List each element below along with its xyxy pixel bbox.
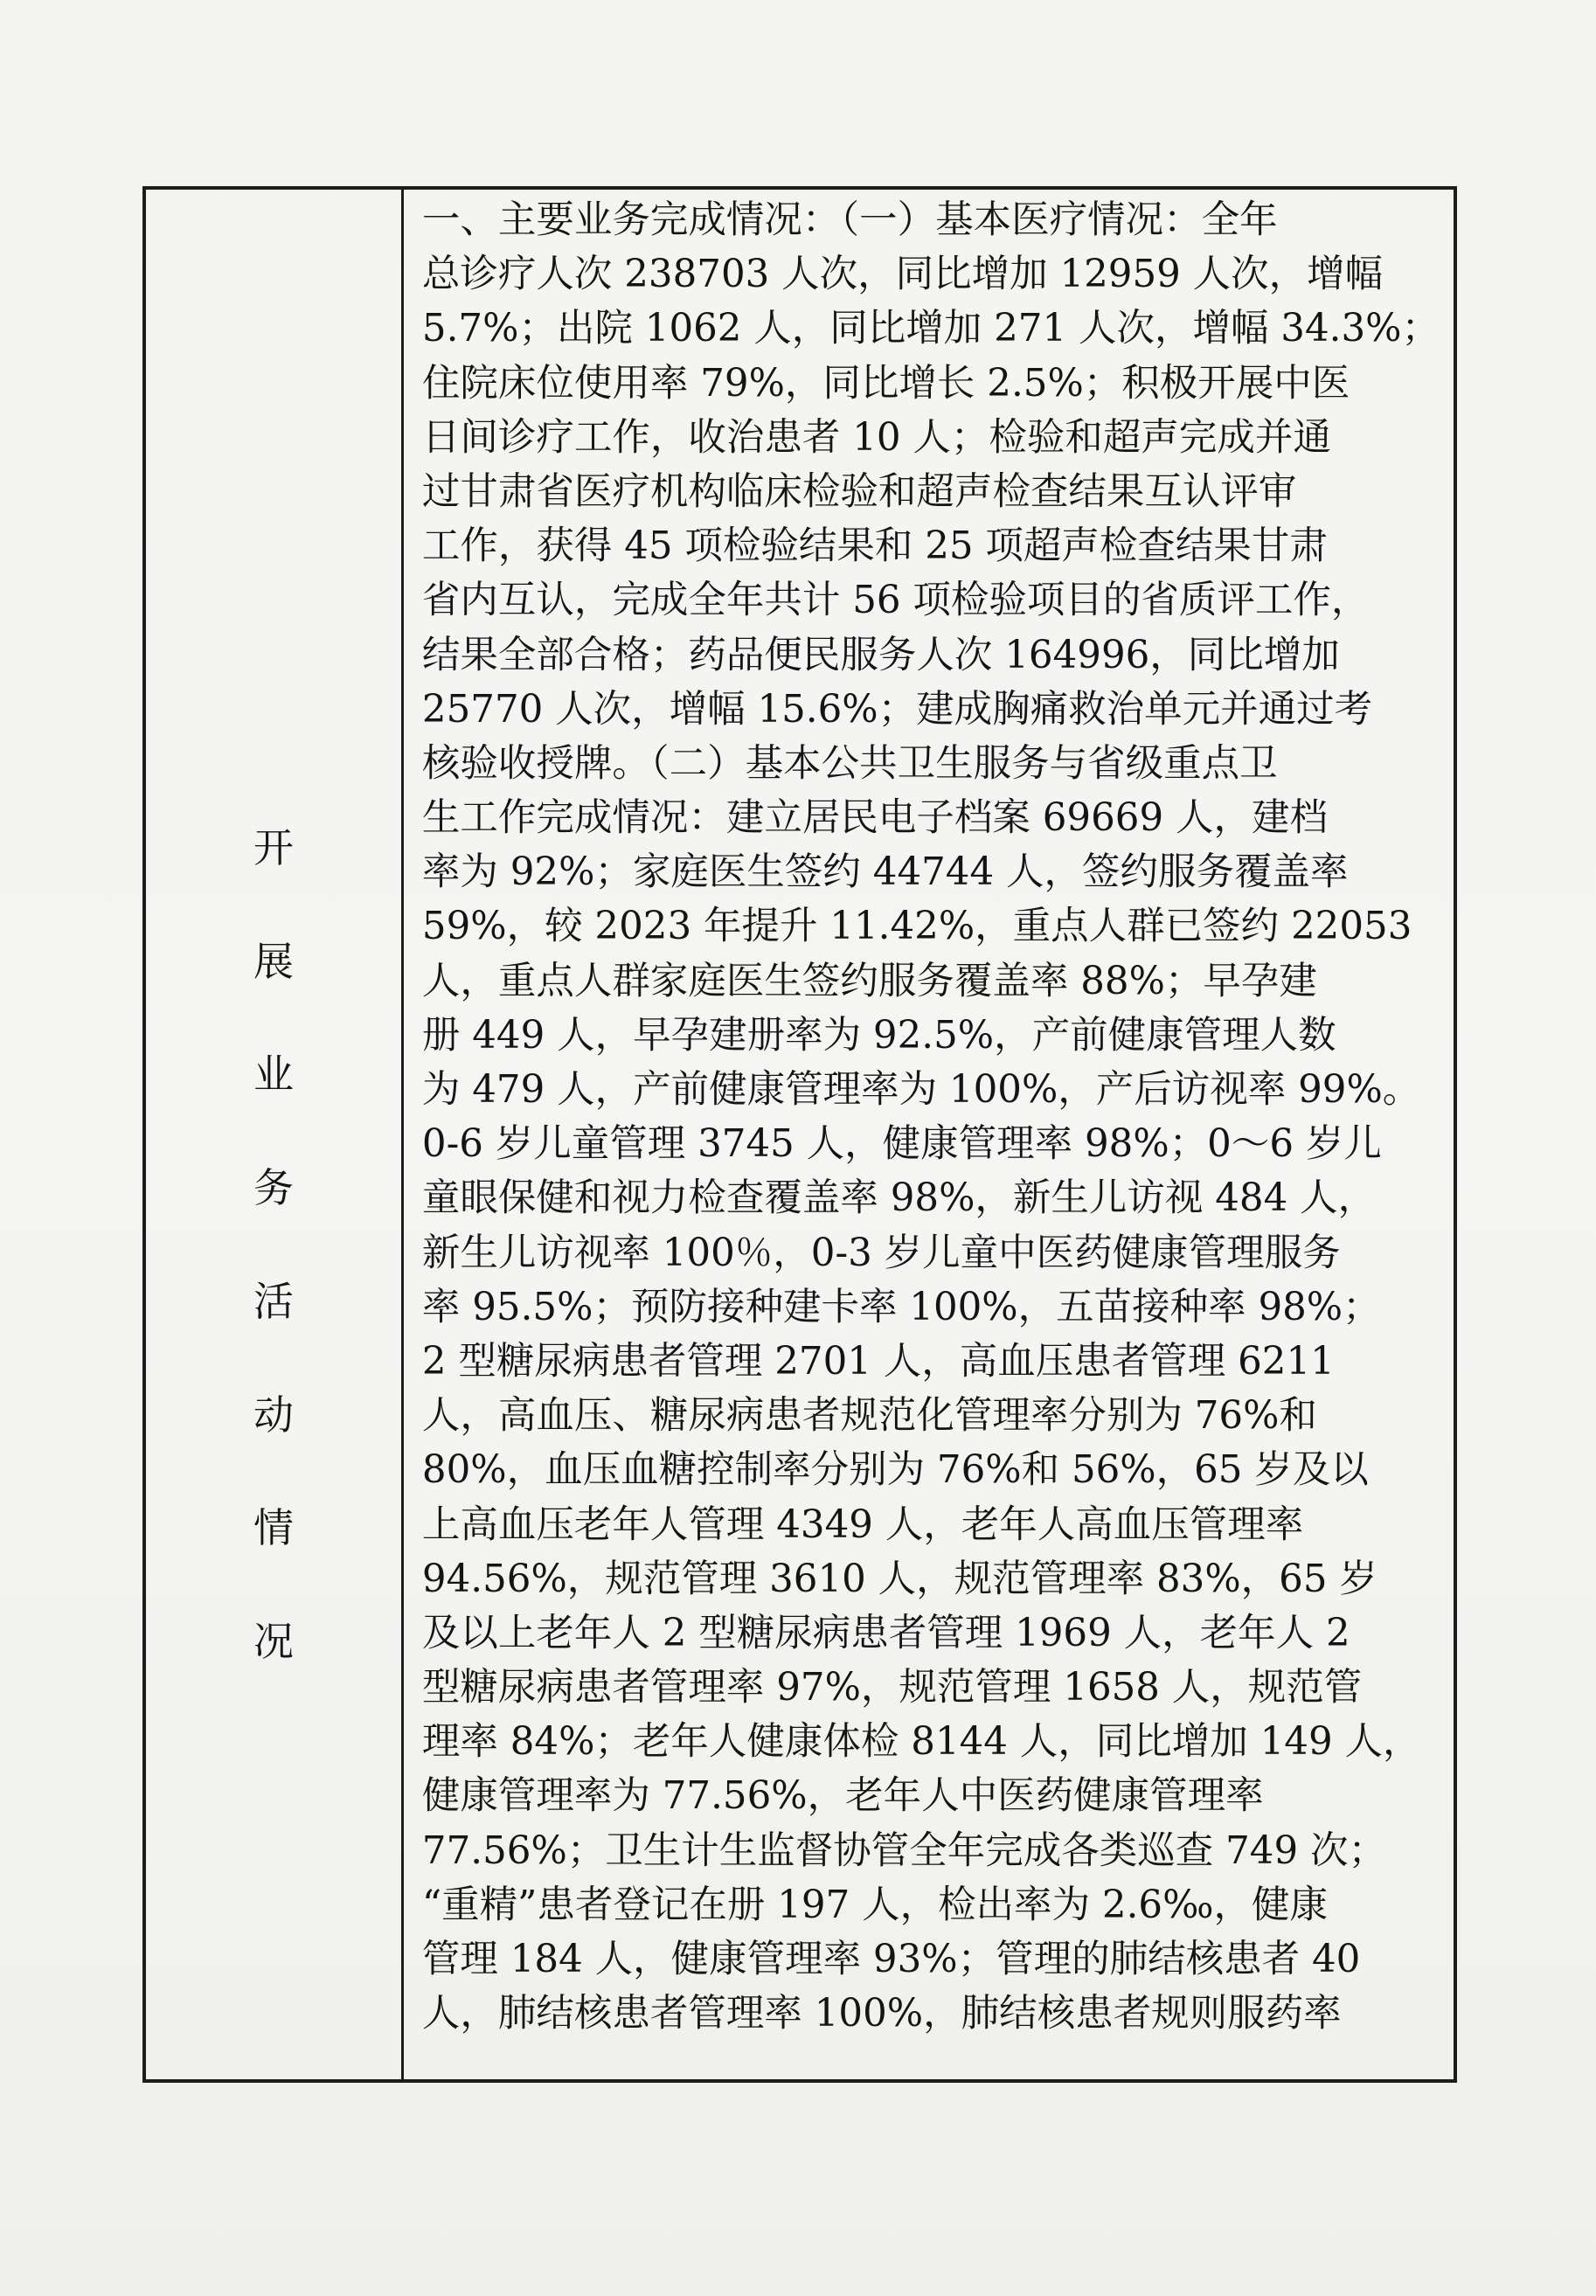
content-line: 童眼保健和视力检查覆盖率 98%，新生儿访视 484 人， xyxy=(421,1176,1377,1221)
content-line: 80%，血压血糖控制率分别为 76%和 56%，65 岁及以 xyxy=(421,1448,1369,1493)
content-line: 94.56%，规范管理 3610 人，规范管理率 83%，65 岁 xyxy=(421,1557,1377,1601)
content-line: 省内互认，完成全年共计 56 项检验项目的省质评工作， xyxy=(421,579,1370,623)
content-line: 0-6 岁儿童管理 3745 人，健康管理率 98%；0～6 岁儿 xyxy=(421,1122,1382,1167)
content-cell xyxy=(404,190,1454,2079)
content-line: 册 449 人，早孕建册率为 92.5%，产前健康管理人数 xyxy=(421,1013,1336,1058)
content-line: 结果全部合格；药品便民服务人次 164996，同比增加 xyxy=(421,633,1340,677)
content-line: 理率 84%；老年人健康体检 8144 人，同比增加 149 人， xyxy=(421,1720,1421,1765)
content-line: 过甘肃省医疗机构临床检验和超声检查结果互认评审 xyxy=(421,469,1297,514)
content-line: 核验收授牌。（二）基本公共卫生服务与省级重点卫 xyxy=(421,741,1278,786)
content-line: 总诊疗人次 238703 人次，同比增加 12959 人次，增幅 xyxy=(421,253,1384,297)
form-table xyxy=(142,186,1457,2083)
content-line: 上高血压老年人管理 4349 人，老年人高血压管理率 xyxy=(421,1502,1304,1547)
content-line: 型糖尿病患者管理率 97%，规范管理 1658 人，规范管 xyxy=(421,1666,1363,1710)
content-line: 健康管理率为 77.56%，老年人中医药健康管理率 xyxy=(421,1774,1264,1819)
content-line: 日间诊疗工作，收治患者 10 人；检验和超声完成并通 xyxy=(421,415,1331,460)
content-line: 新生儿访视率 100％，0-3 岁儿童中医药健康管理服务 xyxy=(421,1231,1341,1275)
content-line: 人，肺结核患者管理率 100%，肺结核患者规则服药率 xyxy=(421,1992,1342,2036)
section-label-cell xyxy=(146,190,404,2079)
content-line: 2 型糖尿病患者管理 2701 人，高血压患者管理 6211 xyxy=(421,1339,1335,1384)
content-line: 生工作完成情况：建立居民电子档案 69669 人，建档 xyxy=(421,796,1328,841)
section-label-char: 动 xyxy=(253,1391,294,1439)
section-label-char: 业 xyxy=(253,1051,294,1099)
content-line: 工作，获得 45 项检验结果和 25 项超声检查结果甘肃 xyxy=(421,524,1328,569)
content-line: 25770 人次，增幅 15.6%；建成胸痛救治单元并通过考 xyxy=(421,687,1373,732)
content-line: 率为 92%；家庭医生签约 44744 人，签约服务覆盖率 xyxy=(421,850,1349,895)
section-label-char: 况 xyxy=(253,1617,294,1665)
content-line: 人，高血压、糖尿病患者规范化管理率分别为 76%和 xyxy=(421,1394,1317,1439)
content-line: 59%，较 2023 年提升 11.42%，重点人群已签约 22053 xyxy=(421,905,1412,949)
section-label-char: 开 xyxy=(253,824,294,871)
content-line: 一、主要业务完成情况：（一）基本医疗情况：全年 xyxy=(421,198,1278,242)
section-label xyxy=(146,824,401,1667)
content-line: 人，重点人群家庭医生签约服务覆盖率 88%；早孕建 xyxy=(421,959,1317,1003)
content-line: 77.56%；卫生计生监督协管全年完成各类巡查 749 次； xyxy=(421,1828,1386,1873)
content-line: “重精”患者登记在册 197 人，检出率为 2.6‰，健康 xyxy=(421,1883,1328,1927)
content-line: 为 479 人，产前健康管理率为 100%，产后访视率 99%。 xyxy=(421,1068,1421,1112)
content-line: 管理 184 人，健康管理率 93%；管理的肺结核患者 40 xyxy=(421,1938,1361,1981)
content-line: 5.7%；出院 1062 人，同比增加 271 人次，增幅 34.3%； xyxy=(421,307,1440,351)
section-label-char: 务 xyxy=(253,1164,294,1212)
section-label-char: 活 xyxy=(253,1277,294,1325)
content-line: 住院床位使用率 79%，同比增长 2.5%；积极开展中医 xyxy=(421,361,1350,406)
content-line: 及以上老年人 2 型糖尿病患者管理 1969 人，老年人 2 xyxy=(421,1611,1350,1655)
section-label-char: 展 xyxy=(253,937,294,985)
section-label-char: 情 xyxy=(253,1504,294,1552)
content-line: 率 95.5%；预防接种建卡率 100%，五苗接种率 98%； xyxy=(421,1285,1381,1329)
